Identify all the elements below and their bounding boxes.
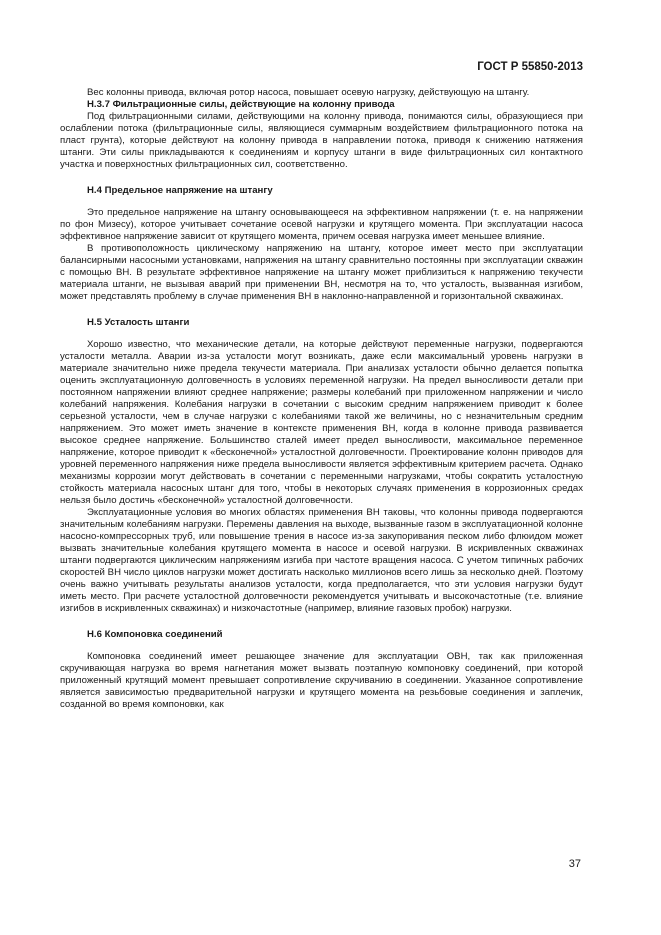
paragraph-h37: Под фильтрационными силами, действующими на колонну привода, понимаются силы, образующиеся при ослаблении потока (фильтрационные силы, являющиеся суммарным воздействием фильтрационного потока на пласт грунта), которые действуют на колонну привода в направлении потока, приводя к снижению натяжения штанги. Эти силы прикладываются к соединениям и корпусу штанги в виде фильтрационных сил контактного участка и поверхностных фильтрационных сил, соответственно. (60, 111, 583, 170)
standard-number: ГОСТ Р 55850-2013 (477, 61, 583, 73)
paragraph-h4a: Это предельное напряжение на штангу основывающееся на эффективном напряжении (т. е. на напряжении по фон Мизесу), которое учитывает сочетание осевой нагрузки и крутящего момента. При эксплуатации насоса эффективное напряжение зависит от крутящего момента, причем осевая нагрузка имеет меньшее влияние. (60, 207, 583, 242)
heading-h4: Н.4 Предельное напряжение на штангу (87, 185, 273, 196)
paragraph-h5b: Эксплуатационные условия во многих областях применения ВН таковы, что колонны привода подвергаются значительным колебаниям нагрузки. Перемены давления на выходе, вызванные газом в эксплуатационной колонне насосно-компрессорных труб, или повышение трения в насосе из-за закупоривания песком либо флюидом может вызвать значительные колебания крутящего момента в насосе и осевой нагрузки. В искривленных скважинах штанги подвергаются циклическим напряжениям изгиба при частоте вращения насоса. С учетом типичных рабочих скоростей ВН число циклов нагрузки может достигать насколько миллионов всего лишь за несколько дней. Поэтому очень важно учитывать результаты анализов усталости, когда предполагается, что эти условия нагрузки будут иметь место. При расчете усталостной долговечности рекомендуется учитывать и высокочастотные (т.е. влияние изгибов в искривленных скважинах) и низкочастотные (например, влияние газовых пробок) нагрузки. (60, 507, 583, 614)
document-body (60, 87, 583, 711)
paragraph-h5a: Хорошо известно, что механические детали, на которые действуют переменные нагрузки, подвергаются усталости металла. Аварии из-за усталости могут возникать, даже если максимальный уровень нагрузки в материале значительно ниже предела текучести материала. При анализах усталости обычно делается попытка оценить эксплуатационную долговечность в условиях переменной нагрузки. На предел выносливости детали при постоянном напряжении влияют среднее напряжение; размеры колебаний при приложенном напряжении и число колебаний напряжения. Колебания нагрузки в сочетании с высоким средним напряжением приводит к более серьезной усталости, чем в случае нагрузки с колебаниями такой же величины, но с незначительным средним напряжением. Это может иметь значение в контексте применения ВН, когда в колонне привода развивается высокое среднее напряжение. Большинство сталей имеет предел выносливости, максимальное переменное напряжение, которое приводит к «бесконечной» усталостной долговечности. Проектирование колонн приводов для уровней переменного напряжения ниже предела выносливости является эффективным критерием расчета. Однако механизмы коррозии могут действовать в сочетании с переменными нагрузками, чтобы сократить усталостную стойкость материала насосных штанг для того, чтобы в некоторых случаях применения в коррозионных средах нельзя было достичь «бесконечной» усталостной долговечности. (60, 339, 583, 506)
page-number: 37 (568, 858, 581, 870)
heading-h6: Н.6 Компоновка соединений (87, 629, 223, 640)
heading-h5: Н.5 Усталость штанги (87, 317, 190, 328)
paragraph-h4b: В противоположность циклическому напряжению на штангу, которое имеет место при эксплуатации балансирными насосными установками, напряжения на штангу сравнительно постоянны при эксплуатации скважин с помощью ВН. В результате эффективное напряжение на штангу может приблизиться к напряжению текучести материала штанги, не вызывая аварий при применении ВН, несмотря на то, что усталость, вызванная изгибом, может представлять проблему в случае применения ВН в наклонно-направленной и горизонтальной скважинах. (60, 243, 583, 302)
heading-h37: Н.3.7 Фильтрационные силы, действующие на колонну привода (87, 99, 395, 110)
paragraph-h6: Компоновка соединений имеет решающее значение для эксплуатации ОВН, так как приложенная скручивающая нагрузка во время нагнетания может вызвать поэтапную компоновку соединений, при которой приложенный крутящий момент превышает сопротивление скручиванию в соединении. Указанное сопротивление является зависимостью предварительной нагрузки и крутящего момента на резьбовые соединения и заплечик, созданной во время компоновки, как (60, 651, 583, 710)
paragraph-weight: Вес колонны привода, включая ротор насоса, повышает осевую нагрузку, действующую на штангу. (87, 87, 530, 98)
